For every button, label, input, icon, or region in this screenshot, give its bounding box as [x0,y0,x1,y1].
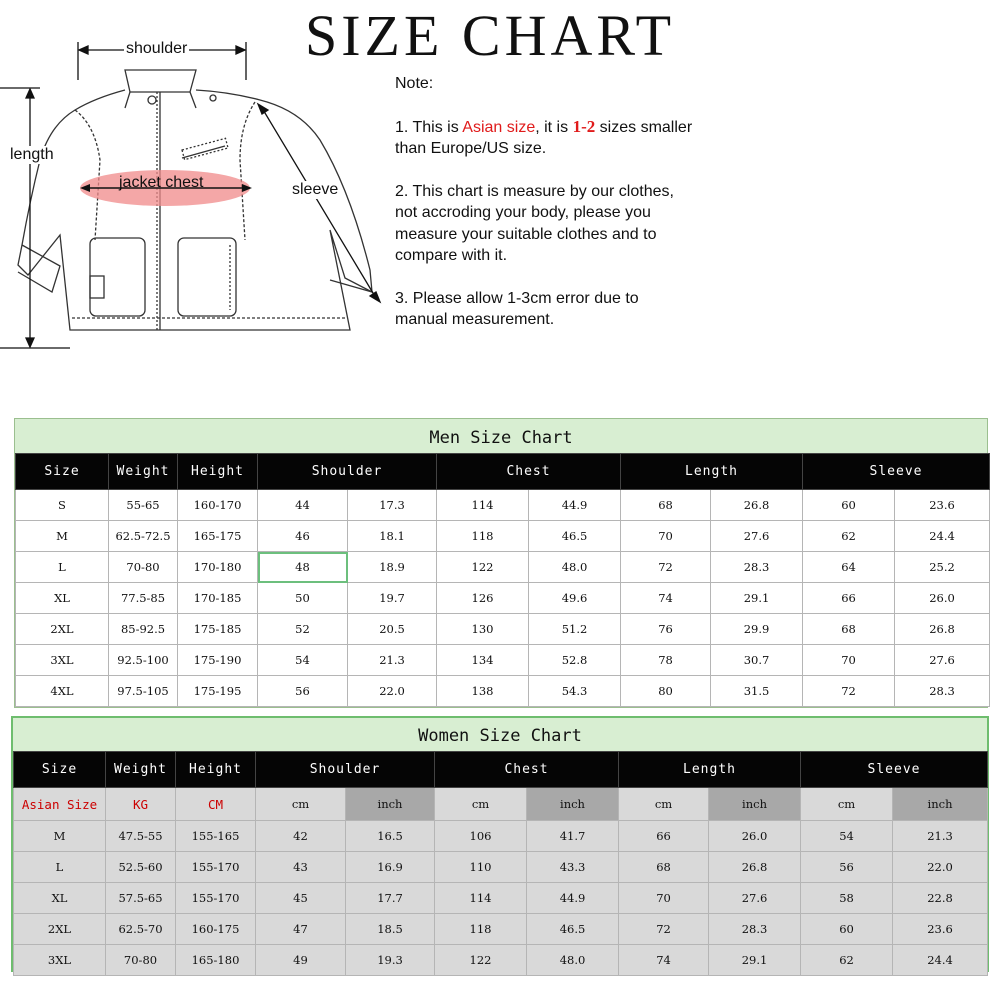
table-cell: 23.6 [895,490,990,521]
unit-cell: inch [709,788,801,821]
table-cell: 62.5-72.5 [109,521,178,552]
note-1-size-diff: 1-2 [572,116,596,136]
unit-cell: KG [106,788,176,821]
table-cell: 28.3 [711,552,803,583]
table-cell: 66 [803,583,895,614]
table-cell: M [14,821,106,852]
table-cell: 47 [256,914,346,945]
table-row [14,914,988,945]
women-header-size: Size [14,752,106,788]
note-1-asian-size: Asian size [462,118,536,136]
table-cell: 77.5-85 [109,583,178,614]
table-cell: 80 [621,676,711,707]
table-cell: 175-195 [178,676,258,707]
table-cell: 29.1 [709,945,801,976]
table-row [16,552,990,583]
table-row [16,521,990,552]
table-cell: 175-185 [178,614,258,645]
note-1-text-b: , it is [535,118,573,136]
table-cell: 160-170 [178,490,258,521]
table-cell: 58 [801,883,893,914]
table-cell: 118 [437,521,529,552]
table-cell: 49 [256,945,346,976]
table-cell: 72 [621,552,711,583]
table-cell: 52.5-60 [106,852,176,883]
table-cell: 17.7 [346,883,435,914]
table-row [16,583,990,614]
table-cell: 18.9 [348,552,437,583]
men-header-sleeve: Sleeve [803,454,990,490]
table-cell: 165-175 [178,521,258,552]
table-cell: 51.2 [529,614,621,645]
table-cell: 72 [803,676,895,707]
table-cell: 118 [435,914,527,945]
table-cell: 64 [803,552,895,583]
table-cell: 48 [258,552,348,583]
table-cell: 66 [619,821,709,852]
table-cell: 62 [801,945,893,976]
unit-row [14,788,988,821]
note-item-3: 3. Please allow 1-3cm error due to manual measurement. [395,289,639,328]
table-cell: 54 [801,821,893,852]
table-cell: 42 [256,821,346,852]
table-cell: 43 [256,852,346,883]
table-cell: 2XL [14,914,106,945]
men-header-chest: Chest [437,454,621,490]
table-row [14,852,988,883]
men-header-size: Size [16,454,109,490]
table-cell: 74 [621,583,711,614]
table-cell: 26.0 [709,821,801,852]
table-cell: XL [16,583,109,614]
table-row [16,490,990,521]
table-cell: 68 [621,490,711,521]
table-cell: 28.3 [895,676,990,707]
note-item-2: 2. This chart is measure by our clothes, not accroding your body, please you measure your suitable clothes and to compare with it. [395,182,674,264]
table-cell: 122 [437,552,529,583]
women-header-sleeve: Sleeve [801,752,988,788]
men-size-chart [14,418,988,708]
table-cell: 70-80 [106,945,176,976]
table-cell: 30.7 [711,645,803,676]
women-header-length: Length [619,752,801,788]
table-cell: 114 [437,490,529,521]
table-row [16,614,990,645]
women-header-chest: Chest [435,752,619,788]
table-cell: 44 [258,490,348,521]
table-cell: 56 [258,676,348,707]
notes-heading: Note: [395,75,434,92]
table-cell: 21.3 [348,645,437,676]
jacket-chest-label: jacket chest [119,174,204,191]
table-cell: 3XL [16,645,109,676]
table-cell: 54.3 [529,676,621,707]
table-cell: 72 [619,914,709,945]
table-cell: 85-92.5 [109,614,178,645]
table-cell: 155-170 [176,852,256,883]
table-cell: 44.9 [527,883,619,914]
table-cell: 62 [803,521,895,552]
table-cell: L [16,552,109,583]
table-cell: 43.3 [527,852,619,883]
table-cell: 48.0 [527,945,619,976]
table-cell: 155-170 [176,883,256,914]
table-cell: 62.5-70 [106,914,176,945]
men-size-table [15,453,990,707]
table-cell: 22.0 [893,852,988,883]
table-cell: 165-180 [176,945,256,976]
table-row [14,883,988,914]
table-row [14,821,988,852]
table-cell: 46 [258,521,348,552]
jacket-diagram [0,30,390,360]
women-chart-title: Women Size Chart [13,718,987,751]
women-size-chart [11,716,989,972]
table-cell: 122 [435,945,527,976]
unit-cell: inch [527,788,619,821]
table-cell: 22.8 [893,883,988,914]
table-cell: 57.5-65 [106,883,176,914]
women-size-table [13,751,988,976]
table-cell: 3XL [14,945,106,976]
table-cell: 28.3 [709,914,801,945]
table-cell: 26.0 [895,583,990,614]
table-cell: 27.6 [711,521,803,552]
table-cell: 2XL [16,614,109,645]
table-cell: 24.4 [893,945,988,976]
table-cell: 52 [258,614,348,645]
note-item-1 [395,116,695,160]
unit-cell: Asian Size [14,788,106,821]
table-cell: 160-175 [176,914,256,945]
table-cell: 55-65 [109,490,178,521]
note-1-text-c: sizes smaller than Europe/US size. [395,118,693,157]
table-cell: 4XL [16,676,109,707]
table-cell: M [16,521,109,552]
table-cell: 170-185 [178,583,258,614]
table-cell: 68 [803,614,895,645]
unit-cell: cm [801,788,893,821]
table-cell: 134 [437,645,529,676]
table-cell: 19.7 [348,583,437,614]
table-cell: 27.6 [895,645,990,676]
table-cell: 52.8 [529,645,621,676]
table-cell: 70 [621,521,711,552]
note-1-text-a: 1. This is [395,118,463,136]
table-cell: 70 [803,645,895,676]
notes-section [395,73,695,352]
table-cell: 49.6 [529,583,621,614]
table-cell: 26.8 [895,614,990,645]
table-cell: 45 [256,883,346,914]
sleeve-label: sleeve [292,181,339,198]
unit-cell: inch [346,788,435,821]
table-cell: 74 [619,945,709,976]
table-cell: 60 [803,490,895,521]
table-cell: 106 [435,821,527,852]
women-header-height: Height [176,752,256,788]
men-header-shoulder: Shoulder [258,454,437,490]
table-cell: 175-190 [178,645,258,676]
unit-cell: cm [435,788,527,821]
table-cell: 70-80 [109,552,178,583]
table-cell: 21.3 [893,821,988,852]
table-row [16,676,990,707]
table-cell: 78 [621,645,711,676]
table-cell: 47.5-55 [106,821,176,852]
table-cell: 29.9 [711,614,803,645]
table-cell: 60 [801,914,893,945]
men-table-body [16,490,990,707]
table-cell: 41.7 [527,821,619,852]
table-cell: 54 [258,645,348,676]
shoulder-label: shoulder [126,40,188,57]
table-cell: 24.4 [895,521,990,552]
table-cell: 50 [258,583,348,614]
table-row [16,645,990,676]
unit-cell: CM [176,788,256,821]
men-header-length: Length [621,454,803,490]
women-header-shoulder: Shoulder [256,752,435,788]
table-cell: 18.1 [348,521,437,552]
table-cell: 17.3 [348,490,437,521]
table-cell: 19.3 [346,945,435,976]
table-cell: 126 [437,583,529,614]
table-cell: 27.6 [709,883,801,914]
table-cell: 46.5 [529,521,621,552]
table-cell: XL [14,883,106,914]
table-cell: 170-180 [178,552,258,583]
table-cell: 76 [621,614,711,645]
table-cell: 48.0 [529,552,621,583]
table-cell: 25.2 [895,552,990,583]
table-cell: 31.5 [711,676,803,707]
table-cell: 56 [801,852,893,883]
women-table-body [14,788,988,976]
table-cell: 68 [619,852,709,883]
table-cell: 23.6 [893,914,988,945]
table-cell: 29.1 [711,583,803,614]
men-header-weight: Weight [109,454,178,490]
length-label: length [10,146,54,163]
table-cell: 44.9 [529,490,621,521]
table-cell: 46.5 [527,914,619,945]
table-cell: 130 [437,614,529,645]
table-cell: 70 [619,883,709,914]
table-cell: S [16,490,109,521]
table-row [14,945,988,976]
table-cell: 110 [435,852,527,883]
table-cell: 26.8 [709,852,801,883]
table-cell: 16.9 [346,852,435,883]
unit-cell: cm [619,788,709,821]
men-header-height: Height [178,454,258,490]
table-cell: 22.0 [348,676,437,707]
table-cell: 114 [435,883,527,914]
table-cell: 155-165 [176,821,256,852]
men-chart-title: Men Size Chart [15,419,987,453]
unit-cell: inch [893,788,988,821]
table-cell: 18.5 [346,914,435,945]
table-cell: L [14,852,106,883]
table-cell: 16.5 [346,821,435,852]
unit-cell: cm [256,788,346,821]
women-header-weight: Weight [106,752,176,788]
table-cell: 97.5-105 [109,676,178,707]
table-cell: 92.5-100 [109,645,178,676]
table-cell: 20.5 [348,614,437,645]
table-cell: 26.8 [711,490,803,521]
table-cell: 138 [437,676,529,707]
page-title: SIZE CHART [304,3,676,68]
